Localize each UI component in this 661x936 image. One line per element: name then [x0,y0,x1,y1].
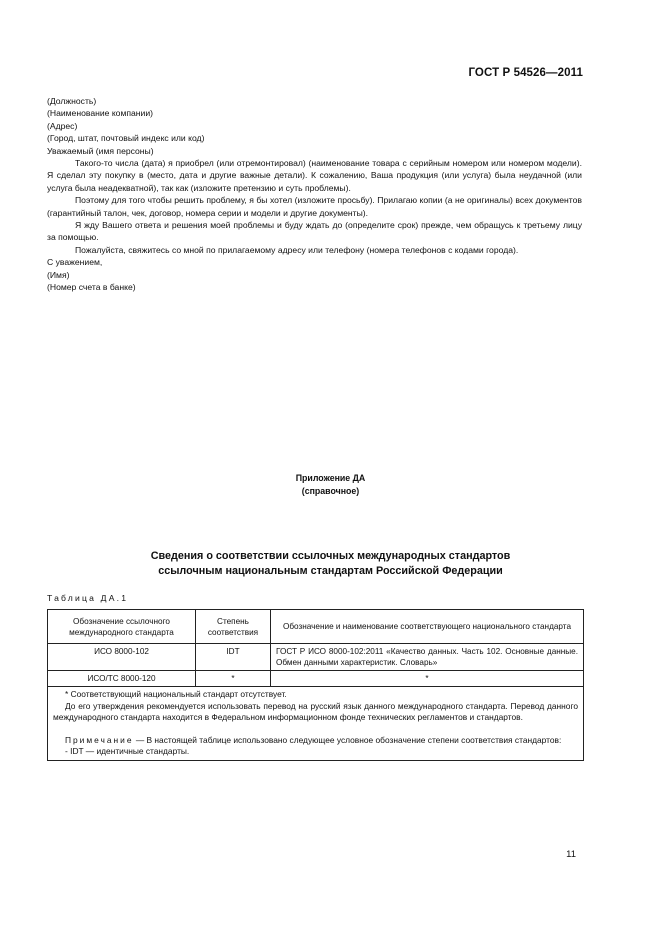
appendix-title [0,549,661,579]
header-national-standard: Обозначение и наименование соответствующего национального стандарта [271,610,584,644]
note-label: Примечание [65,734,134,745]
table-notes [48,687,584,761]
letter-bank-account: (Номер счета в банке) [47,282,136,293]
header-conformity-degree: Степень соответствия [196,610,271,644]
standards-table [47,609,584,761]
letter-greeting: Уважаемый (имя персоны) [47,145,154,156]
letter-paragraph: Поэтому для того чтобы решить проблему, я бы хотел (изложите просьбу). Прилагаю копии (а не оригиналы) всех документов (гарантийный талон, чек, договор, номера серии и модели и другие документы). [47,195,582,218]
letter-name: (Имя) [47,269,70,280]
table-footnote: * Соответствующий национальный стандарт отсутствует. [65,689,287,699]
page-number: 11 [566,849,576,860]
appendix-label: Приложение ДА [295,473,366,483]
letter-paragraph: Я жду Вашего ответа и решения моей проблемы и буду ждать до (определите срок) прежде, чем обращусь к третьему лицу за помощью. [47,220,582,243]
cell-conformity-degree: IDT [196,644,271,671]
table-note [53,735,578,747]
letter-position: (Должность) [47,96,97,106]
table-header-row [48,610,584,644]
table-row [48,671,584,687]
table-footnote-detail: До его утверждения рекомендуется использовать перевод на русский язык данного международного стандарта. Перевод данного международного стандарта находится в Федеральном информационном фонде технических регламентов и стандартов. [53,700,578,722]
appendix-title-line: Сведения о соответствии ссылочных международных стандартов [150,550,511,562]
cell-international-standard: ИСО/ТС 8000-120 [48,671,196,687]
table-notes-row [48,687,584,761]
cell-national-standard: * [271,671,584,687]
table-caption: Таблица ДА.1 [47,593,129,603]
document-header: ГОСТ Р 54526—2011 [468,67,583,79]
letter-paragraph: Такого-то числа (дата) я приобрел (или отремонтировал) (наименование товара с серийным номером или номером модели). Я сделал эту покупку в (место, дата и другие важные детали). К сожалению, Ваша продукция (или услуга) была неудачной (или услуга была неадекватной), так как (изложите претензию и суть проблемы). [47,158,582,193]
note-text: — В настоящей таблице использовано следующее условное обозначение степени соответствия стандартов: [135,734,562,745]
header-international-standard: Обозначение ссылочного международного стандарта [48,610,196,644]
letter-address: (Адрес) [47,120,78,131]
appendix-heading [0,472,661,498]
table-row [48,644,584,671]
letter-regards: С уважением, [47,257,103,268]
letter-company: (Наименование компании) [47,108,154,119]
appendix-title-line: ссылочным национальным стандартам Российской Федерации [158,565,503,577]
letter-template [47,95,582,294]
letter-paragraph: Пожалуйста, свяжитесь со мной по прилагаемому адресу или телефону (номера телефонов с кодами города). [75,244,519,255]
letter-city: (Город, штат, почтовый индекс или код) [47,133,205,144]
cell-national-standard: ГОСТ Р ИСО 8000-102:2011 «Качество данных. Часть 102. Основные данные. Обмен данными характеристик. Словарь» [271,644,584,671]
appendix-type: (справочное) [301,486,360,496]
cell-international-standard: ИСО 8000-102 [48,644,196,671]
cell-conformity-degree: * [196,671,271,687]
note-item: - IDT — идентичные стандарты. [65,746,190,756]
